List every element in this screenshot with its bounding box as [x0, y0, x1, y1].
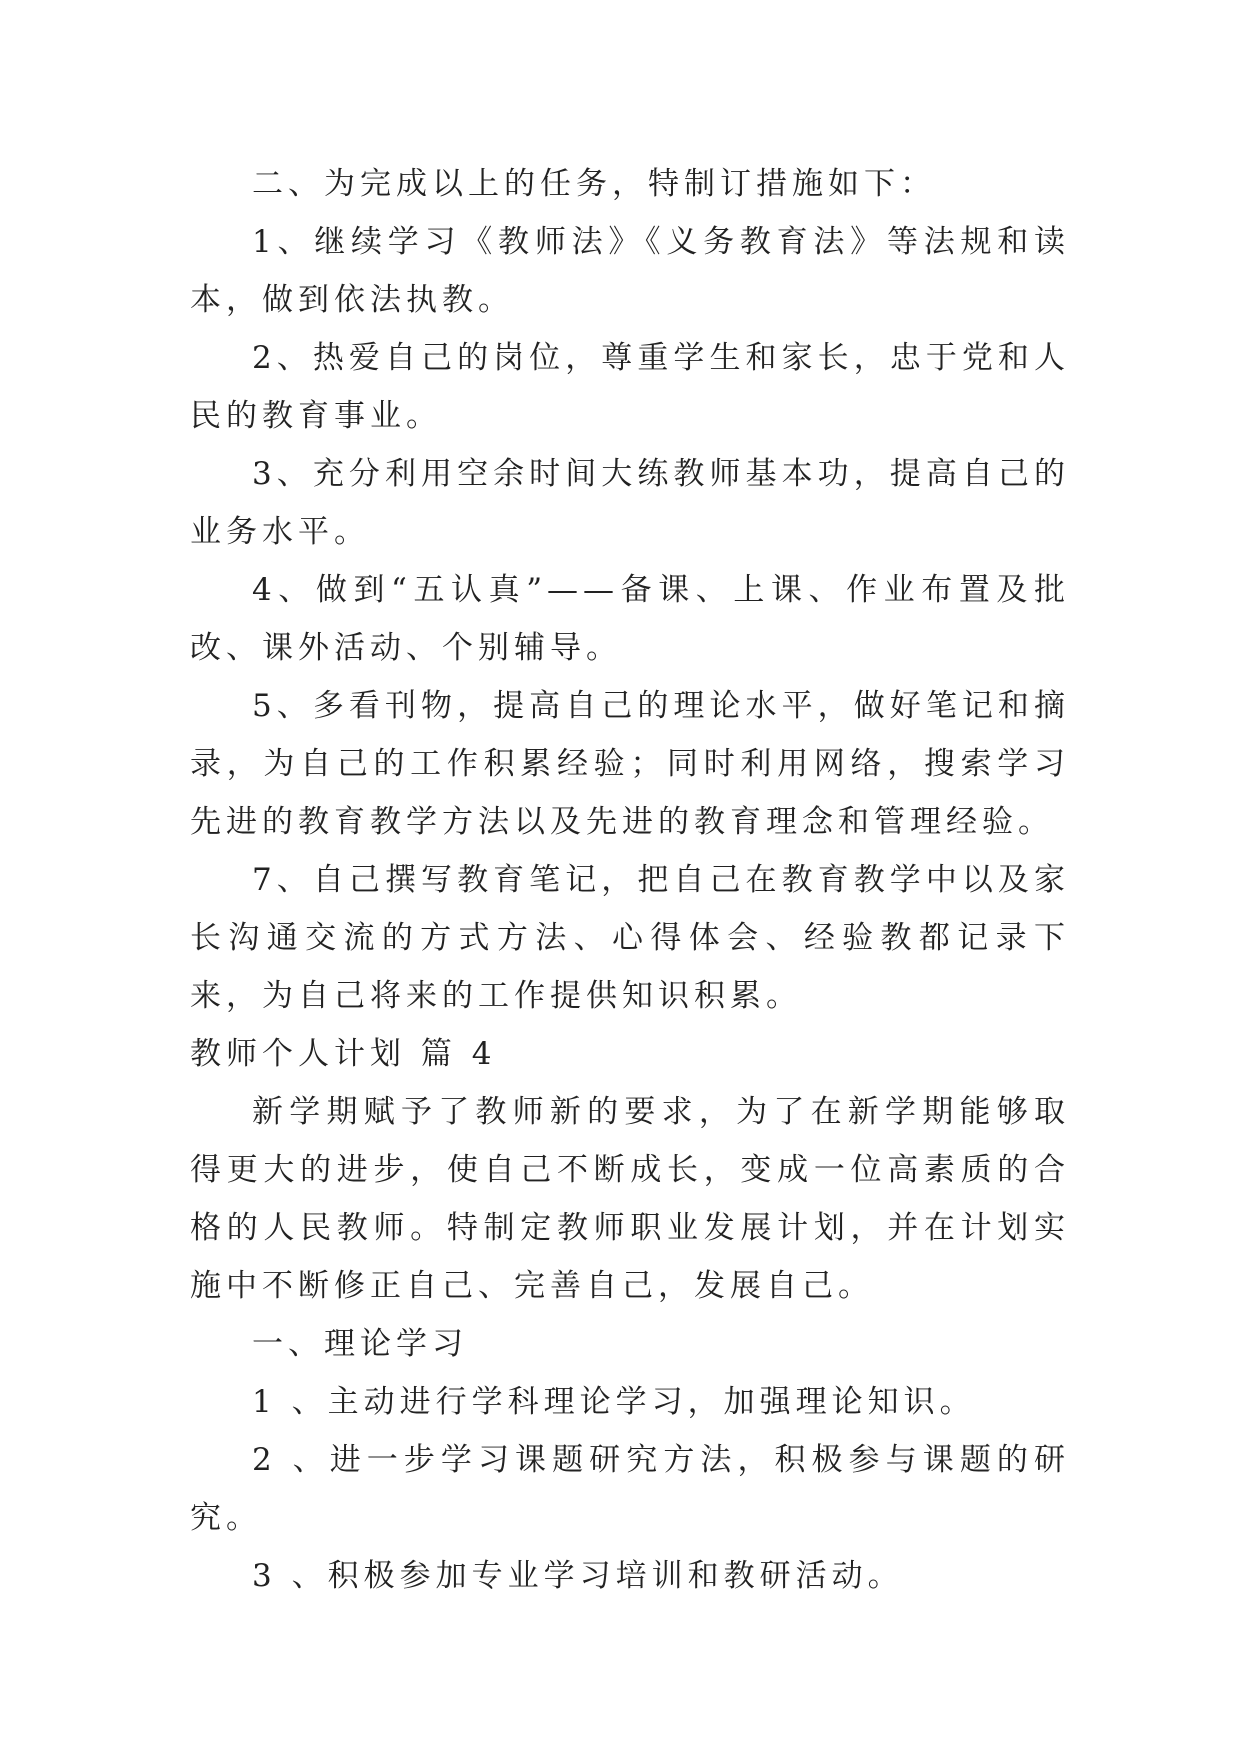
intro-paragraph: 新学期赋予了教师新的要求，为了在新学期能够取得更大的进步，使自己不断成长，变成一位高素质的合格的人民教师。特制定教师职业发展计划，并在计划实施中不断修正自己、完善自己，发展自己。: [190, 1094, 1070, 1304]
theory-item-3: 3 、积极参加专业学习培训和教研活动。: [252, 1558, 904, 1594]
section-heading-theory: 一、理论学习: [252, 1326, 468, 1362]
theory-item-1: 1 、主动进行学科理论学习，加强理论知识。: [252, 1384, 976, 1420]
measure-item-3: 3、充分利用空余时间大练教师基本功，提高自己的业务水平。: [190, 456, 1070, 550]
measure-item-4: 4、做到“五认真”——备课、上课、作业布置及批改、课外活动、个别辅导。: [190, 572, 1070, 666]
measure-item-1: 1、继续学习《教师法》《义务教育法》等法规和读本，做到依法执教。: [190, 224, 1070, 318]
document-body: [190, 155, 1070, 1605]
section-heading-measures: 二、为完成以上的任务，特制订措施如下：: [252, 166, 936, 202]
article-title: 教师个人计划 篇 4: [190, 1036, 497, 1072]
measure-item-7: 7、自己撰写教育笔记，把自己在教育教学中以及家长沟通交流的方式方法、心得体会、经验教都记录下来，为自己将来的工作提供知识积累。: [190, 862, 1070, 1014]
measure-item-5: 5、多看刊物，提高自己的理论水平，做好笔记和摘录，为自己的工作积累经验；同时利用网络，搜索学习先进的教育教学方法以及先进的教育理念和管理经验。: [190, 688, 1070, 840]
theory-item-2: 2 、进一步学习课题研究方法，积极参与课题的研究。: [190, 1442, 1070, 1536]
measure-item-2: 2、热爱自己的岗位，尊重学生和家长，忠于党和人民的教育事业。: [190, 340, 1070, 434]
